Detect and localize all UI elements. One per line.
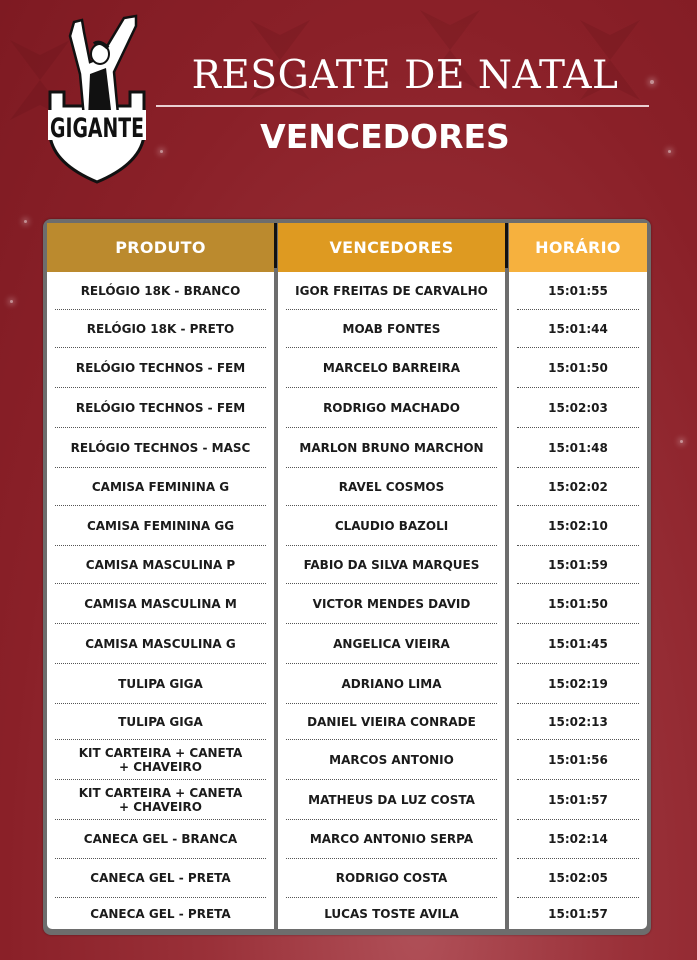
vencedor-cell: ANGELICA VIEIRA (286, 624, 497, 664)
vencedor-cell: LUCAS TOSTE AVILA (324, 906, 459, 921)
horario-cell: 15:02:19 (517, 664, 639, 704)
horario-cell: 15:01:50 (517, 348, 639, 388)
column-divider (505, 223, 508, 268)
column-horario (509, 223, 647, 929)
sparkle (160, 150, 163, 153)
vencedor-cell: FABIO DA SILVA MARQUES (286, 546, 497, 584)
sparkle (668, 150, 671, 153)
produto-cell: TULIPA GIGA (55, 664, 266, 704)
produto-cell: CAMISA FEMININA G (55, 468, 266, 506)
horario-cell: 15:01:57 (517, 780, 639, 820)
horario-cell: 15:01:48 (517, 428, 639, 468)
produto-cell: RELÓGIO 18K - BRANCO (55, 272, 266, 310)
produto-cell: CAMISA MASCULINA P (55, 546, 266, 584)
column-divider (274, 223, 277, 268)
vencedor-cell: DANIEL VIEIRA CONRADE (286, 704, 497, 740)
produto-cell: CAMISA MASCULINA G (55, 624, 266, 664)
produto-cell: CANECA GEL - PRETA (55, 859, 266, 898)
horario-cell: 15:02:02 (517, 468, 639, 506)
vencedor-cell: CLAUDIO BAZOLI (286, 506, 497, 546)
vencedor-cell: MOAB FONTES (286, 310, 497, 348)
vencedor-cell: ADRIANO LIMA (286, 664, 497, 704)
column-header-horario: HORÁRIO (509, 223, 647, 272)
horario-cell: 15:01:50 (517, 584, 639, 624)
horario-cell: 15:01:45 (517, 624, 639, 664)
horario-cell: 15:01:59 (517, 546, 639, 584)
horario-cell: 15:01:44 (517, 310, 639, 348)
page-title: RESGATE DE NATAL (191, 53, 619, 98)
sparkle (10, 300, 13, 303)
horario-cell: 15:01:56 (517, 740, 639, 780)
vencedor-cell: RODRIGO COSTA (286, 859, 497, 898)
produto-cell: RELÓGIO 18K - PRETO (55, 310, 266, 348)
gigante-shield-icon (44, 14, 150, 186)
produto-cell: KIT CARTEIRA + CANETA + CHAVEIRO (55, 740, 266, 780)
vencedor-cell: MARLON BRUNO MARCHON (286, 428, 497, 468)
produto-cell: CANECA GEL - BRANCA (55, 820, 266, 859)
title-divider (156, 105, 649, 107)
horario-cell: 15:02:13 (517, 704, 639, 740)
horario-cell: 15:02:14 (517, 820, 639, 859)
vencedor-cell: MARCO ANTONIO SERPA (286, 820, 497, 859)
vencedor-cell: RODRIGO MACHADO (286, 388, 497, 428)
horario-cell: 15:02:03 (517, 388, 639, 428)
produto-cell: CAMISA MASCULINA M (55, 584, 266, 624)
produto-cell: RELÓGIO TECHNOS - FEM (55, 348, 266, 388)
horario-cell: 15:01:57 (548, 906, 608, 921)
gigante-logo (44, 14, 150, 186)
column-produto (47, 223, 274, 929)
column-header-produto: PRODUTO (47, 223, 274, 272)
svg-text:GIGANTE: GIGANTE (50, 113, 144, 144)
winners-table (43, 219, 651, 935)
horario-cell: 15:02:10 (517, 506, 639, 546)
column-header-vencedores: VENCEDORES (278, 223, 505, 272)
sparkle (24, 220, 27, 223)
produto-cell: KIT CARTEIRA + CANETA + CHAVEIRO (55, 780, 266, 820)
vencedor-cell: IGOR FREITAS DE CARVALHO (286, 272, 497, 310)
horario-cell: 15:02:05 (517, 859, 639, 898)
produto-cell: CAMISA FEMININA GG (55, 506, 266, 546)
vencedor-cell: VICTOR MENDES DAVID (286, 584, 497, 624)
column-vencedores (278, 223, 505, 929)
produto-cell: RELÓGIO TECHNOS - MASC (55, 428, 266, 468)
vencedor-cell: RAVEL COSMOS (286, 468, 497, 506)
vencedor-cell: MATHEUS DA LUZ COSTA (286, 780, 497, 820)
vencedor-cell: MARCELO BARREIRA (286, 348, 497, 388)
produto-cell: CANECA GEL - PRETA (90, 906, 231, 921)
page-subtitle: VENCEDORES (260, 117, 510, 156)
produto-cell: TULIPA GIGA (55, 704, 266, 740)
horario-cell: 15:01:55 (517, 272, 639, 310)
vencedor-cell: MARCOS ANTONIO (286, 740, 497, 780)
produto-cell: RELÓGIO TECHNOS - FEM (55, 388, 266, 428)
sparkle (680, 440, 683, 443)
